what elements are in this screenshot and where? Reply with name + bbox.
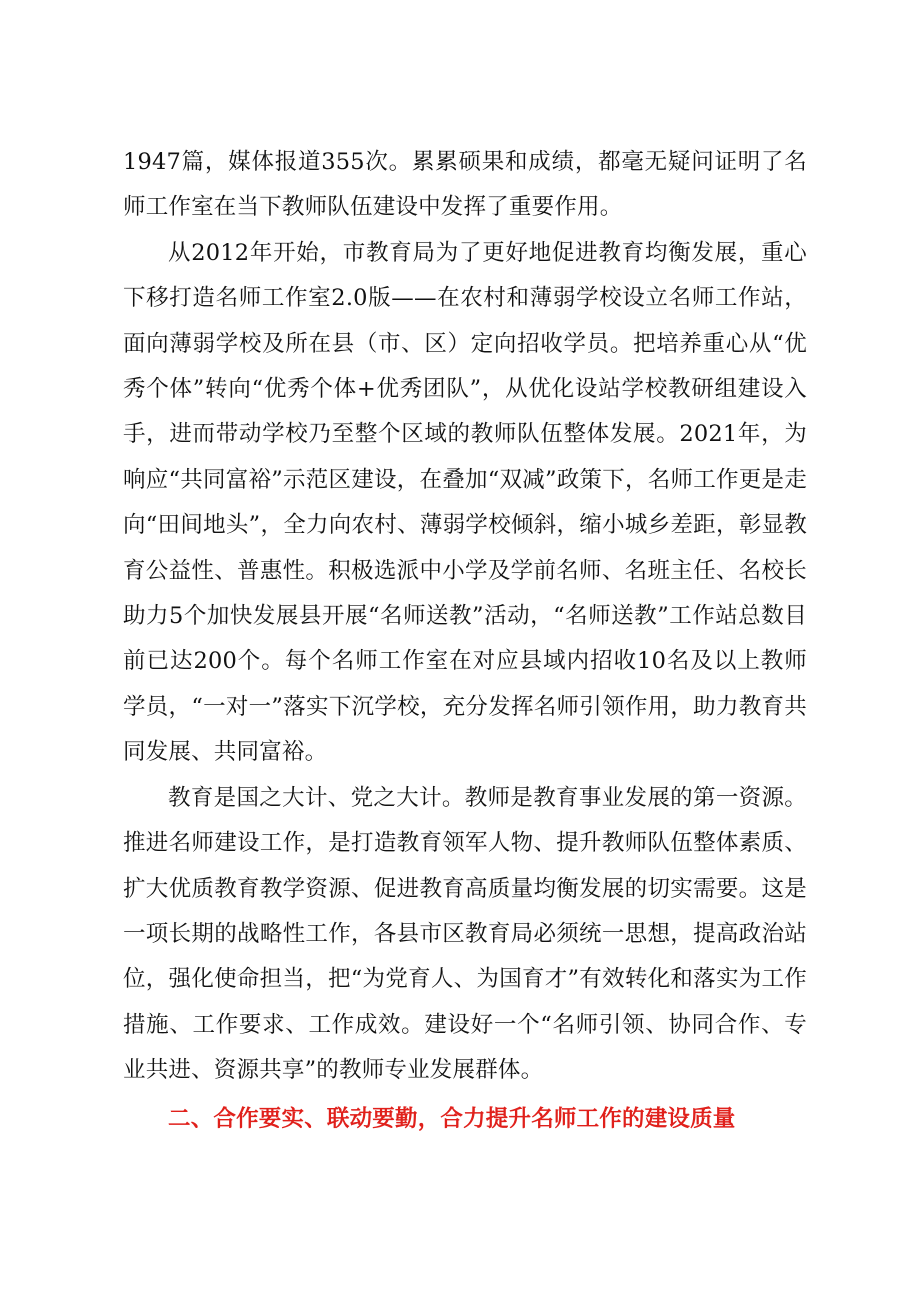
document-body <box>123 140 807 1142</box>
paragraph-3: 教育是国之大计、党之大计。教师是教育事业发展的第一资源。推进名师建设工作，是打造教育领军人物、提升教师队伍整体素质、扩大优质教育教学资源、促进教育高质量均衡发展的切实需要。这是一项长期的战略性工作，各县市区教育局必须统一思想，提高政治站位，强化使命担当，把“为党育人、为国育才”有效转化和落实为工作措施、工作要求、工作成效。建设好一个“名师引领、协同合作、专业共进、资源共享”的教师专业发展群体。 <box>123 784 807 1084</box>
paragraph-2: 从2012年开始，市教育局为了更好地促进教育均衡发展，重心下移打造名师工作室2.0版——在农村和薄弱学校设立名师工作站，面向薄弱学校及所在县（市、区）定向招收学员。把培养重心从“优秀个体”转向“优秀个体+优秀团队”，从优化设站学校教研组建设入手，进而带动学校乃至整个区域的教师队伍整体发展。2021年，为响应“共同富裕”示范区建设，在叠加“双减”政策下，名师工作更是走向“田间地头”，全力向农村、薄弱学校倾斜，缩小城乡差距，彰显教育公益性、普惠性。积极选派中小学及学前名师、名班主任、名校长助力5个加快发展县开展“名师送教”活动，“名师送教”工作站总数目前已达200个。每个名师工作室在对应县域内招收10名及以上教师学员，“一对一”落实下沉学校，充分发挥名师引领作用，助力教育共同发展、共同富裕。 <box>123 239 807 766</box>
paragraph-1: 1947篇，媒体报道355次。累累硕果和成绩，都毫无疑问证明了名师工作室在当下教师队伍建设中发挥了重要作用。 <box>123 149 807 221</box>
section-heading: 二、合作要实、联动要勤，合力提升名师工作的建设质量 <box>168 1105 736 1132</box>
